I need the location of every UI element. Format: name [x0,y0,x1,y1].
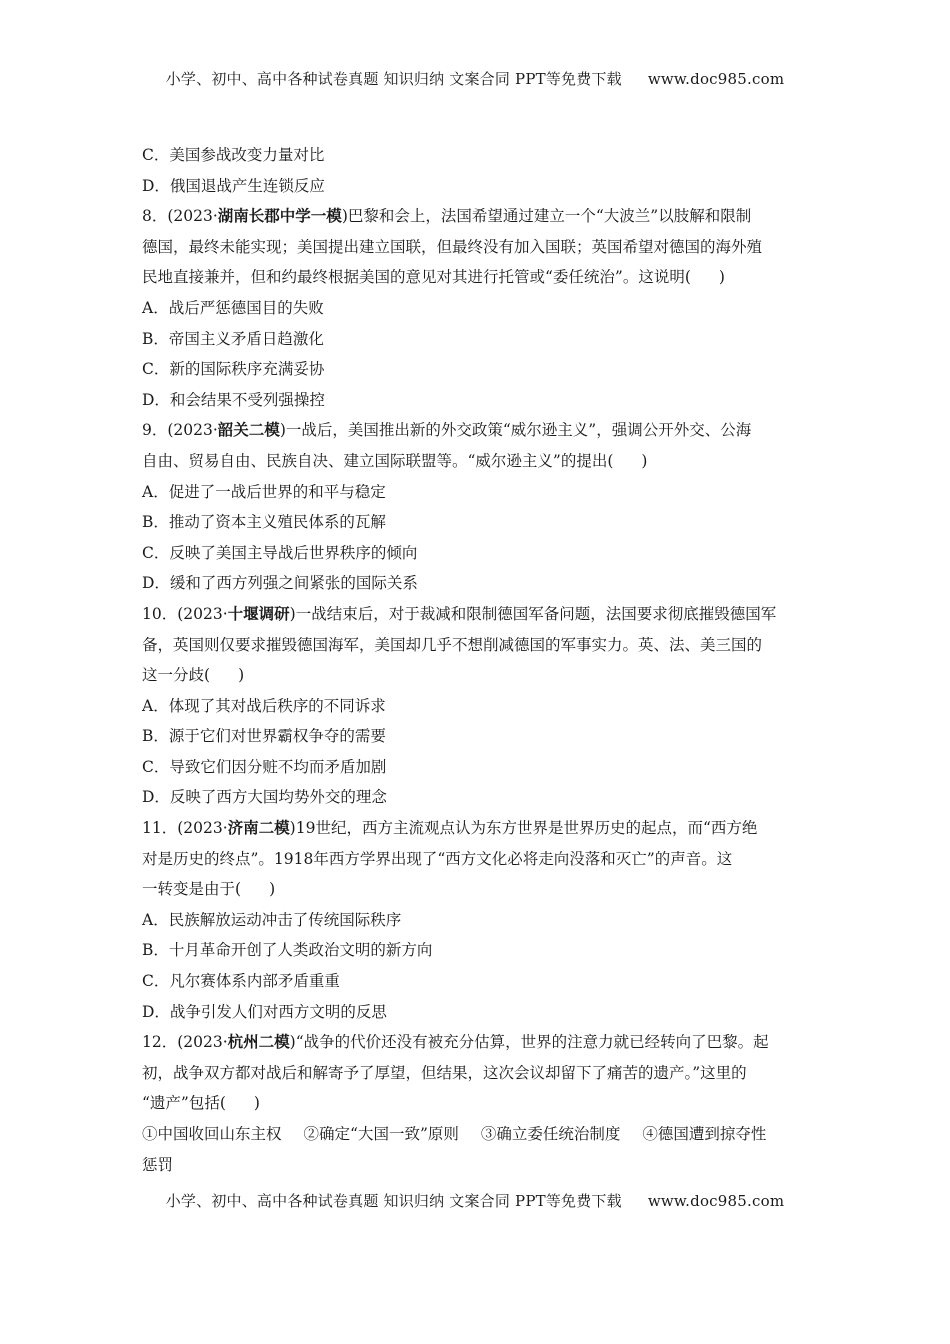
q12-number: 12．(2023· [142,1033,228,1052]
q12-item-1: ①中国收回山东主权 [142,1125,282,1143]
q8-close-paren: ) [718,268,725,287]
q11-close-paren: ) [269,880,276,899]
q12-stem-text-1: )“战争的代价还没有被充分估算，世界的注意力就已经转向了巴黎。起 [289,1033,769,1052]
q10-option-a: A．体现了其对战后秩序的不同诉求 [142,696,386,715]
q8-stem-text-3: 民地直接兼并，但和约最终根据美国的意见对其进行托管或“委任统治”。这说明( [142,268,691,287]
q9-option-a: A．促进了一战后世界的和平与稳定 [142,482,386,501]
q10-close-paren: ) [238,666,245,685]
q10-stem-text-3: 这一分歧( [142,666,211,685]
q12-items [142,1119,810,1150]
q10-option-b: B．源于它们对世界霸权争夺的需要 [142,727,386,746]
q8-stem-text-1: )巴黎和会上，法国希望通过建立一个“大波兰”以肢解和限制 [341,207,752,226]
q9-stem-line-1 [142,415,810,446]
header-site-link[interactable]: www.doc985.com [647,70,785,88]
q11-stem-text-1: )19世纪，西方主流观点认为东方世界是世界历史的起点，而“西方绝 [289,819,758,838]
q12-item-3: ③确立委任统治制度 [480,1125,621,1143]
q9-stem-text-2: 自由、贸易自由、民族自决、建立国际联盟等。“威尔逊主义”的提出( [142,451,614,470]
q9-option-d: D．缓和了西方列强之间紧张的国际关系 [142,574,418,593]
question-11 [142,813,810,1027]
footer-text: 小学、初中、高中各种试卷真题 知识归纳 文案合同 PPT等免费下载 [165,1192,622,1210]
q8-option-b: B．帝国主义矛盾日趋激化 [142,329,324,348]
question-10 [142,599,810,813]
q9-option-c: C．反映了美国主导战后世界秩序的倾向 [142,543,418,562]
q10-option-c: C．导致它们因分赃不均而矛盾加剧 [142,757,387,776]
q9-option-b: B．推动了资本主义殖民体系的瓦解 [142,513,386,532]
q10-stem-line-2: 备，英国则仅要求摧毁德国海军，美国却几乎不想削减德国的军事实力。英、法、美三国的 [142,635,763,654]
q11-stem-line-2: 对是历史的终点”。1918年西方学界出现了“西方文化必将走向没落和灭亡”的声音。这 [142,849,733,868]
q8-stem-line-2: 德国，最终未能实现；美国提出建立国联，但最终没有加入国联；英国希望对德国的海外殖 [142,237,763,256]
q12-close-paren: ) [253,1094,260,1113]
q8-option-c: C．新的国际秩序充满妥协 [142,360,325,379]
q8-option-a: A．战后严惩德国目的失败 [142,298,324,317]
question-12 [142,1027,810,1180]
q8-stem-line-3 [142,262,810,293]
q10-stem-line-3 [142,660,810,691]
q11-option-d: D．战争引发人们对西方文明的反思 [142,1002,387,1021]
q11-stem-line-3 [142,874,810,905]
q8-option-d: D．和会结果不受列强操控 [142,390,325,409]
q7-option-d: D．俄国退战产生连锁反应 [142,176,325,195]
q8-stem-line-1 [142,201,810,232]
footer-site-link[interactable]: www.doc985.com [647,1192,785,1210]
q11-stem-line-1 [142,813,810,844]
q11-source: 济南二模 [227,818,290,838]
q12-stem-line-2: 初，战争双方都对战后和解寄予了厚望，但结果，这次会议却留下了痛苦的遗产。”这里的 [142,1063,747,1082]
question-content [142,140,810,1180]
q12-item-2: ②确定“大国一致”原则 [303,1125,459,1143]
q10-stem-text-1: )一战结束后，对于裁减和限制德国军备问题，法国要求彻底摧毁德国军 [289,604,777,623]
q8-number: 8．(2023· [142,207,218,226]
page-header [0,68,950,89]
q9-number: 9．(2023· [142,421,218,440]
q7-options [142,140,810,201]
q10-number: 10．(2023· [142,604,228,623]
q10-stem-line-1 [142,599,810,630]
q11-option-a: A．民族解放运动冲击了传统国际秩序 [142,910,402,929]
q12-stem-line-1 [142,1027,810,1058]
q11-option-b: B．十月革命开创了人类政治文明的新方向 [142,941,433,960]
q11-option-c: C．凡尔赛体系内部矛盾重重 [142,972,340,991]
q12-items-tail: 惩罚 [142,1155,174,1174]
q10-option-d: D．反映了西方大国均势外交的理念 [142,788,387,807]
page-footer [0,1190,950,1211]
q8-source: 湖南长郡中学一模 [217,206,342,226]
q12-stem-text-3: “遗产”包括( [142,1094,226,1113]
q12-item-4: ④德国遭到掠夺性 [642,1125,767,1143]
q11-number: 11．(2023· [142,819,228,838]
q10-source: 十堰调研 [227,603,290,623]
q9-stem-line-2 [142,446,810,477]
q9-close-paren: ) [641,451,648,470]
q12-source: 杭州二模 [227,1032,290,1052]
q11-stem-text-3: 一转变是由于( [142,880,242,899]
q12-stem-line-3 [142,1088,810,1119]
question-9 [142,415,810,599]
question-8 [142,201,810,415]
q7-option-c: C．美国参战改变力量对比 [142,146,325,164]
header-text: 小学、初中、高中各种试卷真题 知识归纳 文案合同 PPT等免费下载 [165,70,622,88]
q9-stem-text-1: )一战后，美国推出新的外交政策“威尔逊主义”，强调公开外交、公海 [279,421,752,440]
q9-source: 韶关二模 [217,420,280,440]
